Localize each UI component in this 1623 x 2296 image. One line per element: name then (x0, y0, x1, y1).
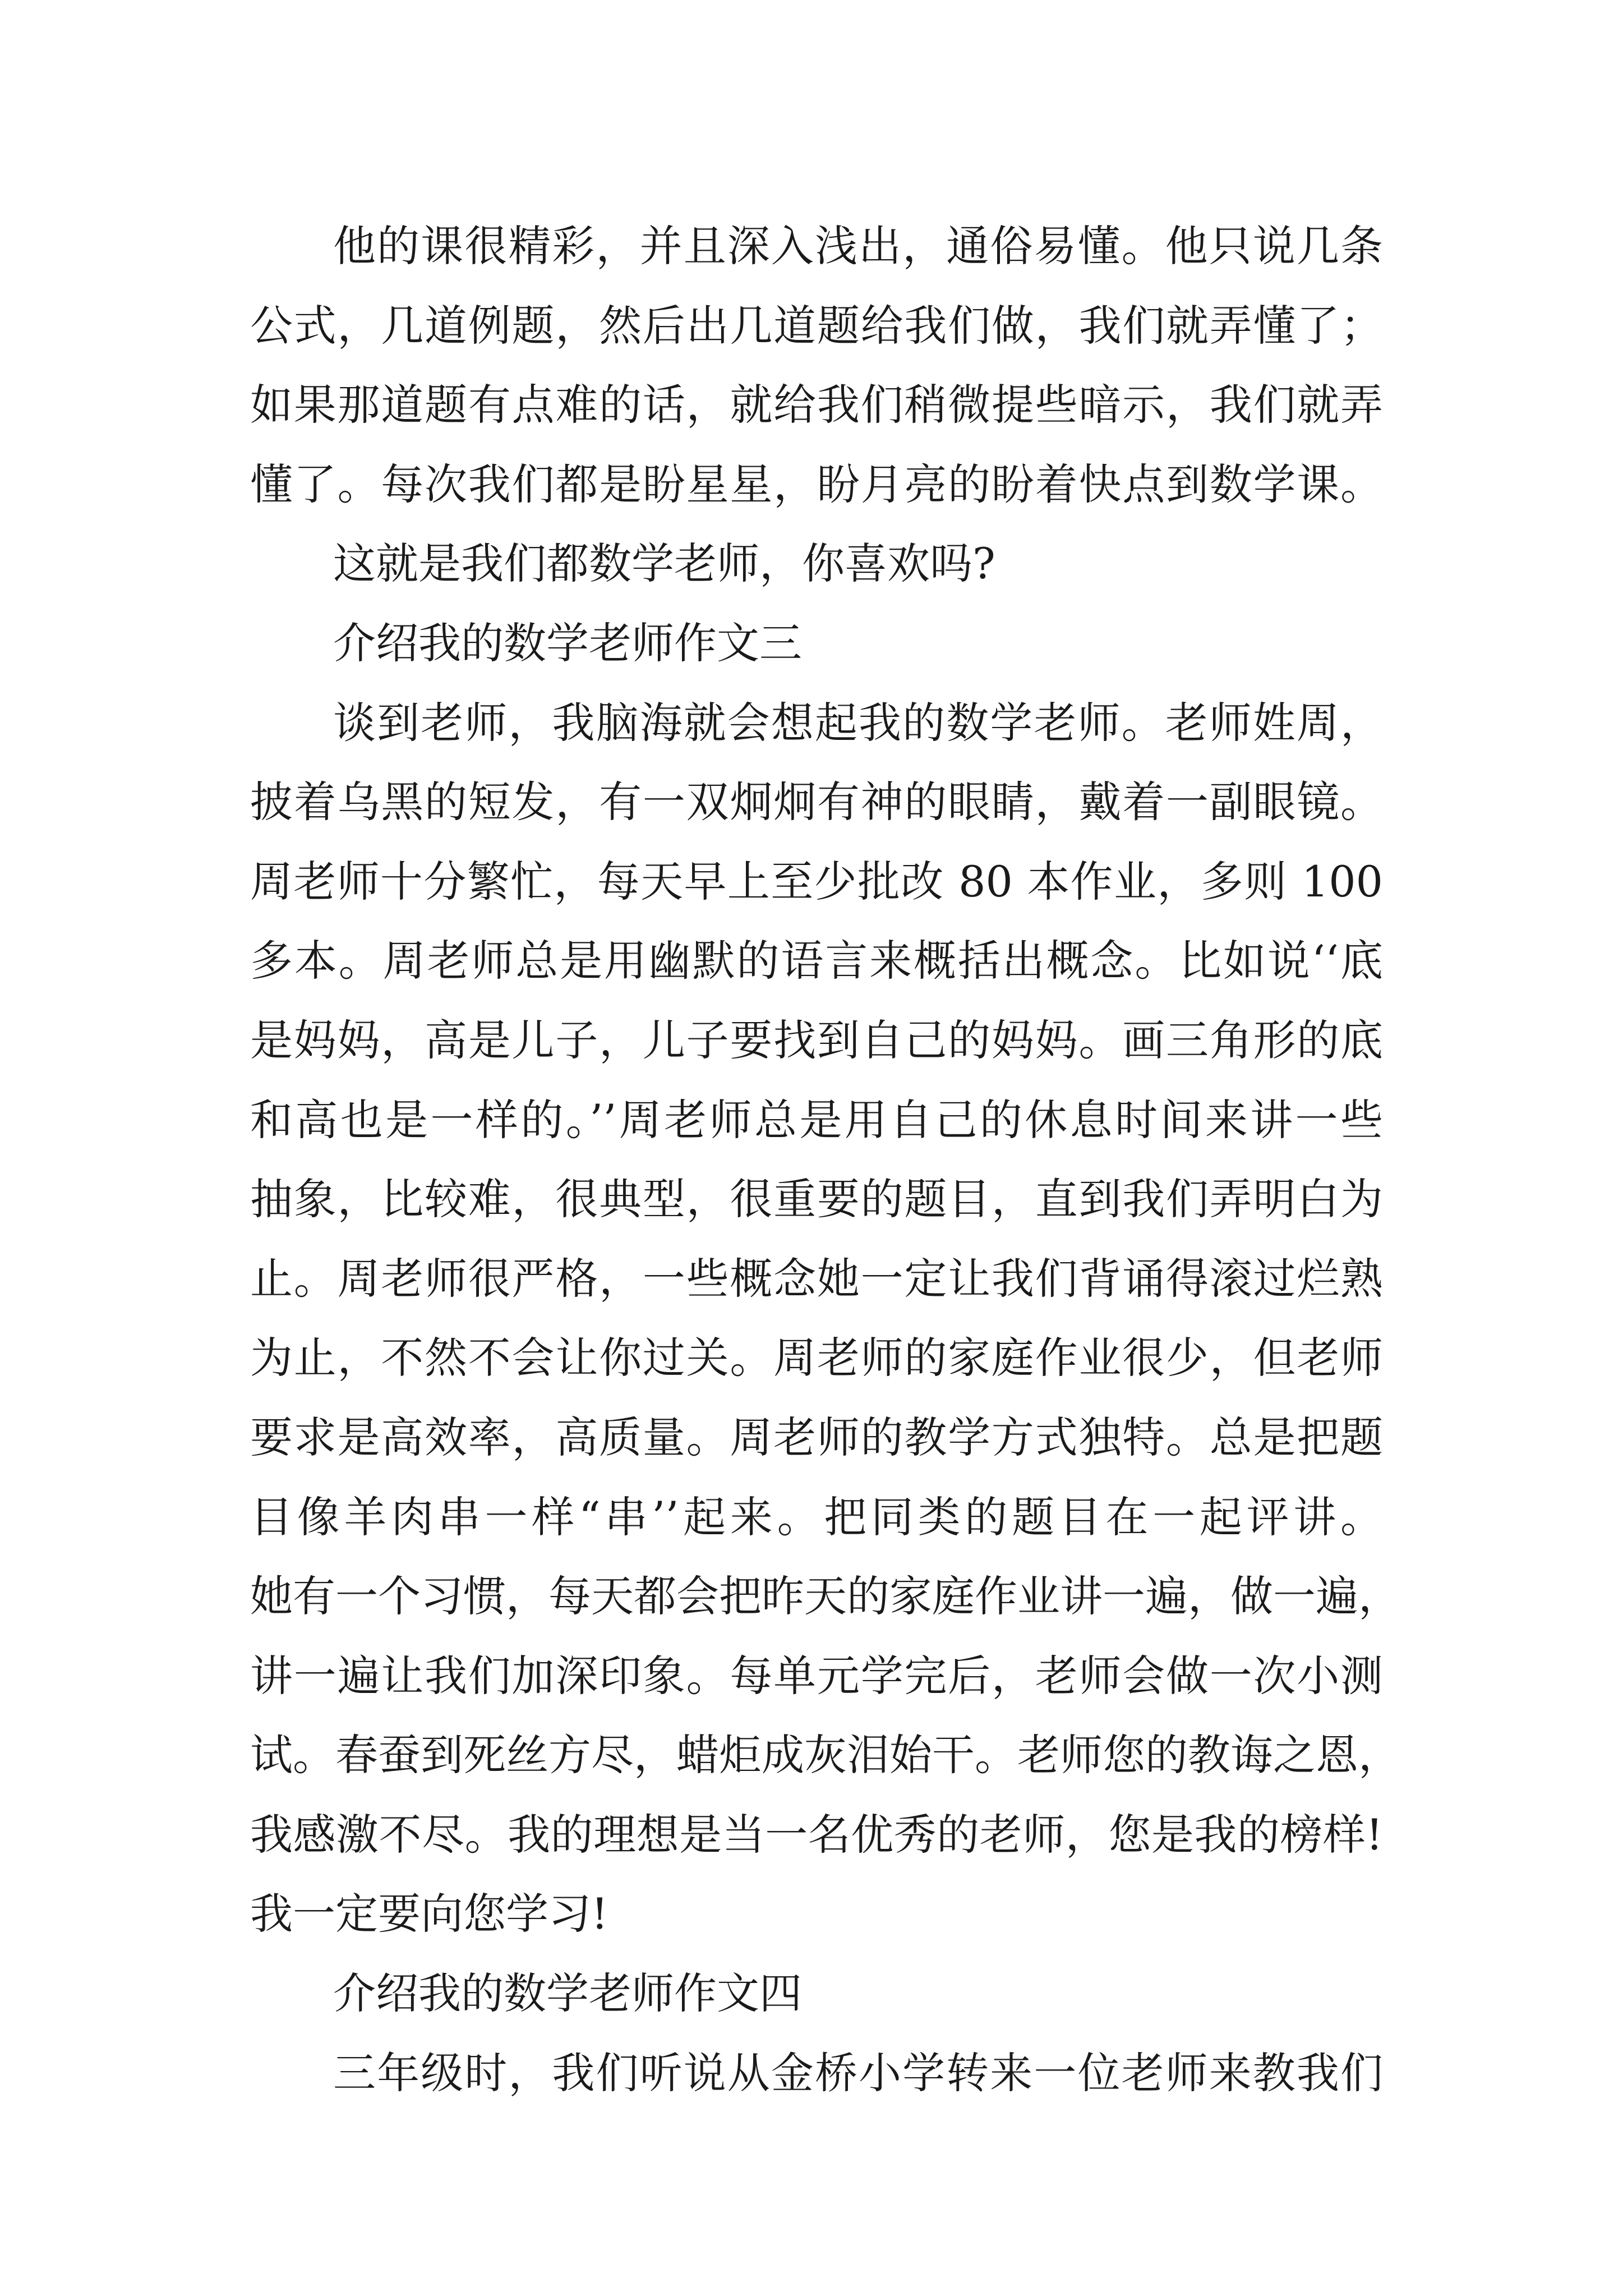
text-line: 我感激不尽。我的理想是当一名优秀的老师，您是我的榜样! (250, 1809, 1383, 1860)
text-line: 她有一个习惯，每天都会把昨天的家庭作业讲一遍，做一遍， (250, 1571, 1401, 1622)
text-line: 周老师十分繁忙，每天早上至少批改 80 本作业，多则 100 (250, 856, 1383, 907)
text-line: 公式，几道例题，然后出几道题给我们做，我们就弄懂了； (250, 300, 1383, 351)
text-line: 谈到老师，我脑海就会想起我的数学老师。老师姓周， (333, 697, 1383, 748)
text-line: 他的课很精彩，并且深入浅出，通俗易懂。他只说几条 (333, 221, 1383, 271)
text-line: 讲一遍让我们加深印象。每单元学完后，老师会做一次小测 (250, 1650, 1383, 1701)
section-heading: 介绍我的数学老师作文三 (333, 618, 802, 668)
body-text (250, 206, 1401, 2113)
text-line: 和高也是一样的。’’周老师总是用自己的休息时间来讲一些 (250, 1094, 1383, 1145)
text-line: 三年级时，我们听说从金桥小学转来一位老师来教我们 (333, 2047, 1383, 2098)
text-line: 要求是高效率，高质量。周老师的教学方式独特。总是把题 (250, 1412, 1383, 1462)
text-line: 试。春蚕到死丝方尽，蜡炬成灰泪始干。老师您的教诲之恩， (250, 1730, 1401, 1780)
text-line: 如果那道题有点难的话，就给我们稍微提些暗示，我们就弄 (250, 380, 1383, 430)
text-line: 为止，不然不会让你过关。周老师的家庭作业很少，但老师 (250, 1333, 1383, 1383)
text-line: 止。周老师很严格，一些概念她一定让我们背诵得滚过烂熟 (250, 1253, 1383, 1304)
text-line: 多本。周老师总是用幽默的语言来概括出概念。比如说‘‘底 (250, 936, 1383, 986)
text-line: 这就是我们都数学老师，你喜欢吗? (333, 539, 995, 589)
text-line: 是妈妈，高是儿子，儿子要找到自己的妈妈。画三角形的底 (250, 1015, 1383, 1065)
section-heading: 介绍我的数学老师作文四 (333, 1968, 802, 2019)
text-line: 目像羊肉串一样“串’’起来。把同类的题目在一起评讲。 (250, 1492, 1383, 1542)
text-line: 抽象，比较难，很典型，很重要的题目，直到我们弄明白为 (250, 1174, 1383, 1225)
text-line: 懂了。每次我们都是盼星星，盼月亮的盼着快点到数学课。 (250, 459, 1383, 509)
text-line: 披着乌黑的短发，有一双炯炯有神的眼睛，戴着一副眼镜。 (250, 777, 1383, 827)
text-line: 我一定要向您学习! (250, 1889, 608, 1939)
